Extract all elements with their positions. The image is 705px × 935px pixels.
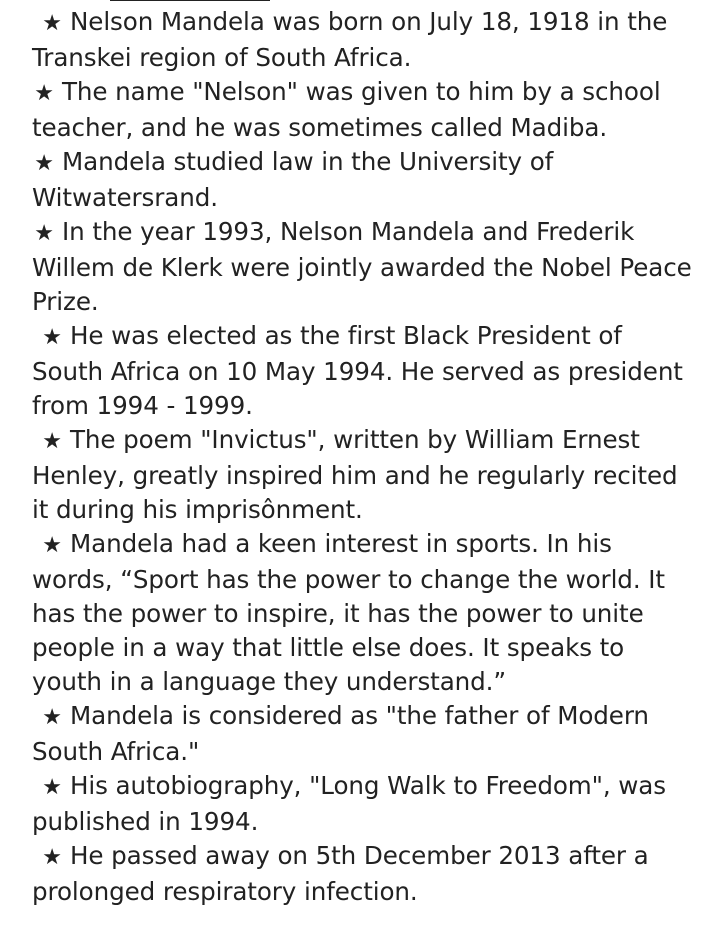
fact-list [32, 5, 700, 909]
star-icon: ★ [42, 429, 62, 454]
fact-text: Mandela is considered as "the father of Modern South Africa." [32, 701, 649, 766]
fact-text: He was elected as the first Black President of South Africa on 10 May 1994. He served as president from 1994 - 1999. [32, 321, 683, 420]
star-icon: ★ [42, 775, 62, 800]
fact-item [32, 145, 700, 215]
star-icon: ★ [34, 81, 54, 106]
star-icon: ★ [42, 325, 62, 350]
star-icon: ★ [42, 845, 62, 870]
fact-text: The name "Nelson" was given to him by a school teacher, and he was sometimes called Madiba. [32, 77, 661, 142]
fact-item [32, 699, 700, 769]
fact-text: In the year 1993, Nelson Mandela and Frederik Willem de Klerk were jointly awarded the Nobel Peace Prize. [32, 217, 692, 316]
fact-text: Nelson Mandela was born on July 18, 1918 in the Transkei region of South Africa. [32, 7, 668, 72]
fact-item [32, 423, 700, 527]
fact-text: Mandela studied law in the University of Witwatersrand. [32, 147, 554, 212]
fact-text: Mandela had a keen interest in sports. In his words, “Sport has the power to change the world. It has the power to inspire, it has the power to unite people in a way that little else does. It speaks to youth in a language they understand.” [32, 529, 665, 696]
fact-item [32, 769, 700, 839]
star-icon: ★ [42, 705, 62, 730]
fact-text: His autobiography, "Long Walk to Freedom", was published in 1994. [32, 771, 666, 836]
star-icon: ★ [42, 11, 62, 36]
fact-text: He passed away on 5th December 2013 after a prolonged respiratory infection. [32, 841, 649, 906]
fact-item [32, 215, 700, 319]
fact-item [32, 5, 700, 75]
fact-item [32, 527, 700, 699]
fact-item [32, 75, 700, 145]
cut-off-text-line [110, 0, 270, 4]
star-icon: ★ [42, 533, 62, 558]
star-icon: ★ [34, 221, 54, 246]
fact-text: The poem "Invictus", written by William Ernest Henley, greatly inspired him and he regularly recited it during his imprisônment. [32, 425, 678, 524]
fact-item [32, 839, 700, 909]
star-icon: ★ [34, 151, 54, 176]
fact-item [32, 319, 700, 423]
